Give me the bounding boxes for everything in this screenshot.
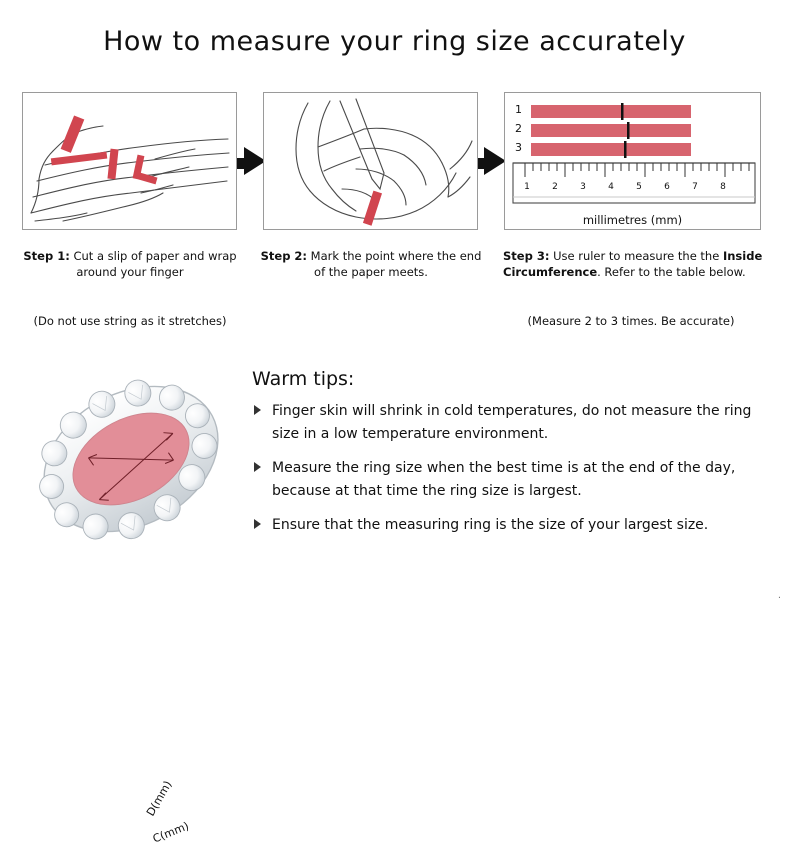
list-item [252, 457, 762, 503]
millimetres-caption: millimetres (mm) [582, 213, 683, 227]
list-item [252, 400, 762, 446]
svg-text:5: 5 [636, 182, 642, 192]
corner-mark: . [777, 590, 781, 601]
step2-text: Mark the point where the end of the paper meets. [307, 249, 482, 279]
tip-text: Measure the ring size when the best time is at the end of the day, because at that time the ring size is largest. [272, 460, 736, 499]
step3-label: Step 3: [503, 249, 550, 263]
step3-text-pre: Use ruler to measure the the [549, 249, 723, 263]
step1-note: (Do not use string as it stretches) [33, 314, 227, 328]
arrow-step1-tail-icon [237, 158, 247, 169]
step2-illustration-panel [263, 92, 478, 230]
ruler-with-paper-strips-icon [505, 93, 761, 230]
step3-caption [497, 248, 765, 280]
tip-text: Ensure that the measuring ring is the size of your largest size. [272, 517, 709, 533]
svg-text:4: 4 [608, 182, 614, 192]
diamond-eternity-ring-icon [24, 352, 239, 567]
bullet-triangle-icon [254, 462, 261, 472]
warm-tips-heading: Warm tips: [252, 368, 355, 390]
step2-caption [255, 248, 487, 280]
bullet-triangle-icon [254, 405, 261, 415]
warm-tips-list [252, 400, 762, 548]
ring-diagram [24, 352, 239, 846]
page-title: How to measure your ring size accurately [103, 26, 686, 57]
step3-note: (Measure 2 to 3 times. Be accurate) [527, 314, 735, 328]
strip-number-1: 1 [515, 103, 522, 116]
list-item [252, 514, 762, 537]
svg-text:1: 1 [524, 182, 530, 192]
step2-label: Step 2: [260, 249, 308, 263]
svg-text:6: 6 [664, 182, 670, 192]
step3-illustration-panel [504, 92, 761, 230]
svg-text:7: 7 [692, 182, 698, 192]
svg-text:8: 8 [720, 182, 726, 192]
arrow-step2-tail-icon [478, 158, 488, 169]
strip-number-3: 3 [515, 141, 522, 154]
ring-diameter-label: D(mm) [143, 778, 175, 819]
svg-text:2: 2 [552, 182, 558, 192]
step3-text-post: . Refer to the table below. [597, 265, 746, 279]
tip-text: Finger skin will shrink in cold temperatures, do not measure the ring size in a low temperature environment. [272, 403, 752, 442]
hand-marking-paper-icon [264, 93, 478, 230]
step1-text: Cut a slip of paper and wrap around your finger [69, 249, 237, 279]
step1-caption [14, 248, 246, 280]
step3-text-bold: Inside Circumference [503, 249, 763, 279]
step1-label: Step 1: [23, 249, 70, 263]
svg-text:3: 3 [580, 182, 586, 192]
hand-with-paper-slip-icon [23, 93, 237, 230]
ring-circumference-label: C(mm) [150, 819, 191, 846]
strip-number-2: 2 [515, 122, 522, 135]
step1-illustration-panel [22, 92, 237, 230]
bullet-triangle-icon [254, 519, 261, 529]
